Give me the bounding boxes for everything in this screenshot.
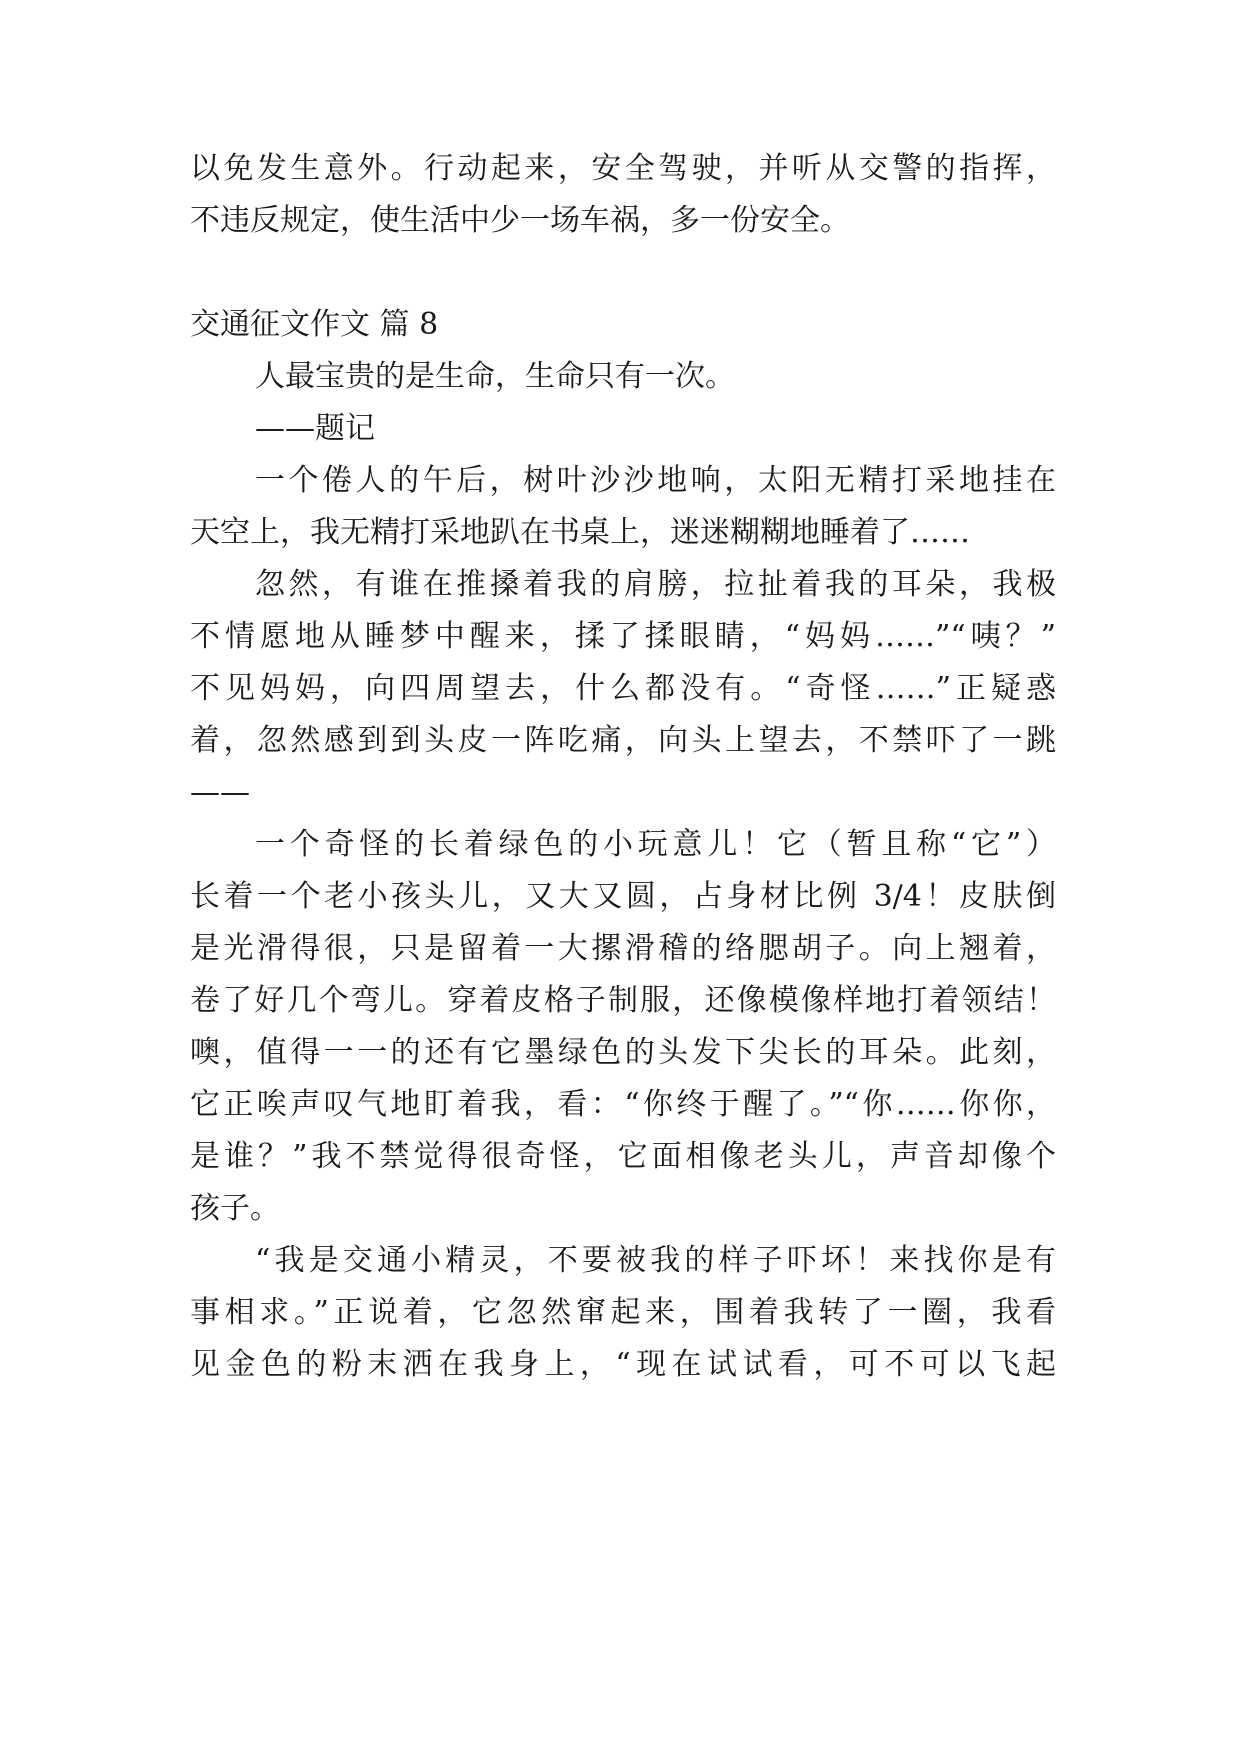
paragraph-line: 孩子。	[190, 1191, 280, 1226]
text-line: 不违反规定，使生活中少一场车祸，多一份安全。	[190, 203, 850, 238]
paragraph-line: ——	[190, 775, 250, 810]
paragraph-line: 是光滑得很，只是留着一大摞滑稽的络腮胡子。向上翘着，	[190, 931, 1056, 966]
paragraph-line: 一个倦人的午后，树叶沙沙地响，太阳无精打采地挂在	[255, 463, 1056, 498]
paragraph-line: 卷了好几个弯儿。穿着皮格子制服，还像模像样地打着领结！	[190, 983, 1056, 1018]
paragraph-line: 一个奇怪的长着绿色的小玩意儿！它（暂且称“它”）	[255, 827, 1056, 862]
paragraph-line: 不见妈妈，向四周望去，什么都没有。“奇怪……”正疑惑	[190, 671, 1056, 706]
paragraph-line: 长着一个老小孩头儿，又大又圆，占身材比例 3/4！皮肤倒	[190, 879, 1056, 914]
paragraph-line: 天空上，我无精打采地趴在书桌上，迷迷糊糊地睡着了……	[190, 515, 970, 550]
paragraph-line: 它正唉声叹气地盯着我，看：“你终于醒了。”“你……你你，	[190, 1087, 1056, 1122]
paragraph-line: 忽然，有谁在推搡着我的肩膀，拉扯着我的耳朵，我极	[255, 567, 1056, 602]
epigraph-attribution: ——题记	[255, 411, 375, 446]
section-heading: 交通征文作文 篇 8	[190, 307, 439, 342]
paragraph-line: 着，忽然感到到头皮一阵吃痛，向头上望去，不禁吓了一跳	[190, 723, 1056, 758]
paragraph-line: 不情愿地从睡梦中醒来，揉了揉眼睛，“妈妈……”“咦？”	[190, 619, 1056, 654]
paragraph-line: 噢，值得一一的还有它墨绿色的头发下尖长的耳朵。此刻，	[190, 1035, 1056, 1070]
paragraph-line: “我是交通小精灵，不要被我的样子吓坏！来找你是有	[255, 1243, 1056, 1278]
epigraph: 人最宝贵的是生命，生命只有一次。	[255, 359, 735, 394]
paragraph-line: 是谁？”我不禁觉得很奇怪，它面相像老头儿，声音却像个	[190, 1139, 1056, 1174]
paragraph-line: 见金色的粉末洒在我身上，“现在试试看，可不可以飞起	[190, 1347, 1056, 1382]
text-line: 以免发生意外。行动起来，安全驾驶，并听从交警的指挥，	[190, 151, 1056, 186]
paragraph-line: 事相求。”正说着，它忽然窜起来，围着我转了一圈，我看	[190, 1295, 1056, 1330]
